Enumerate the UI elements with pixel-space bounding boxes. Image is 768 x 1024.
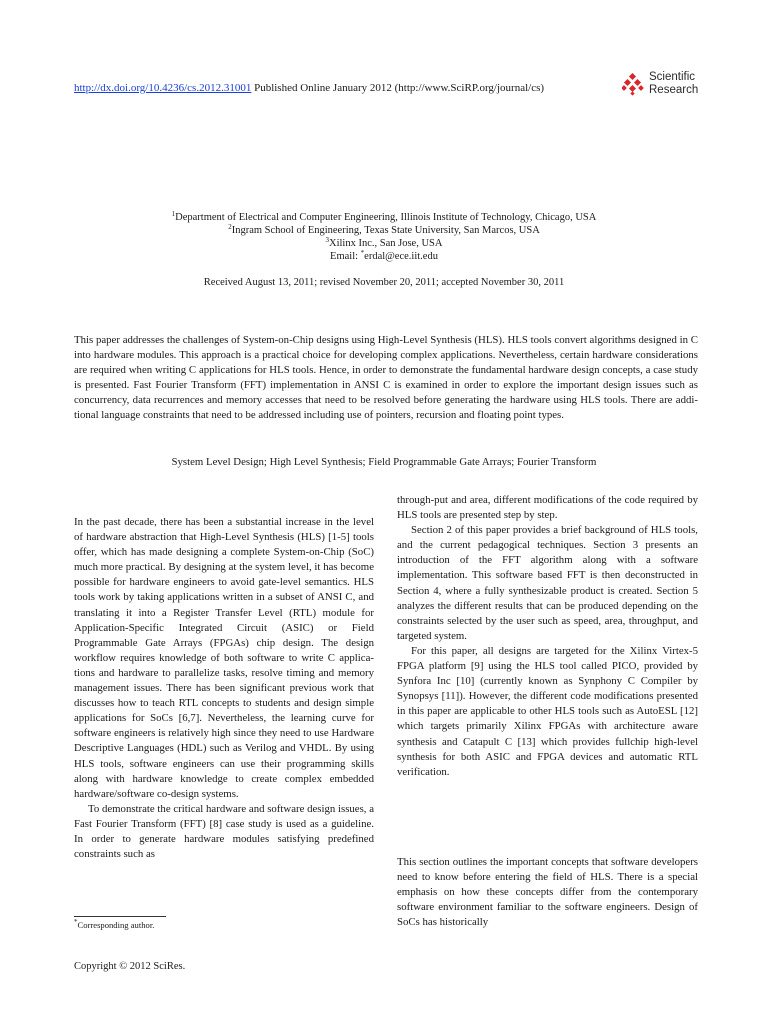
footnote-mark: * xyxy=(74,918,78,926)
right-column xyxy=(397,493,698,780)
intro-paragraph-1: In the past decade, there has been a substantial increase in the level of hardware abstraction that High-Level Synthesis (HLS) [1-5] tools offer, which has made designing a complete System-on-Chip (SoC) much more practical. By designing at the system level, it has become possible for hardware engineers to avoid gate-level semantics. HLS tools work by taking applications written in a subset of ANSI C, and translating it into a Register Transfer Level (RTL) module for Application-Specific Integrated Circuit (ASIC) or Field Programmable Gate Arrays (FPGAs) chip design. The design workflow requires knowledge of both software to write C applications and hardware to parallelize tasks, resolve timing and memory management issues. There has been significant previous work that discusses how to teach RTL concepts to students and design simple applications for SoCs [6,7]. Nevertheless, the learning curve for software engineers is relatively high since they need to use Hardware Descriptive Languages (HDL) such as Verilog and VHDL. By using HLS tools, software engineers can use their programming skills along with hardware knowledge to create complex embedded hardware/software co-design systems. xyxy=(74,516,374,800)
keywords: System Level Design; High Level Synthesis; Field Programmable Gate Arrays; Fourier Transform xyxy=(171,456,597,468)
header-line xyxy=(74,82,544,94)
affiliation-2-num: 2 xyxy=(228,223,232,231)
email-prefix: Email: xyxy=(330,251,361,262)
affiliation-2-text: Ingram School of Engineering, Texas State University, San Marcos, USA xyxy=(231,225,540,236)
logo-text xyxy=(649,71,698,97)
footnote-rule xyxy=(74,916,166,917)
affiliation-1-num: 1 xyxy=(171,210,176,218)
logo-line-2: Research xyxy=(649,84,699,96)
intro-paragraph-5: For this paper, all designs are targeted for the Xilinx Virtex-5 FPGA platform [9] using the HLS tool called PICO, provided by Synfora Inc [10] (currently known as Synphony C Compiler by Synopsys [11]). However, the different code modifications presented in this paper are applicable to other HLS tools such as AutoESL [12] which targets primarily Xilinx FPGAs with architecture aware synthesis and Catapult C [13] which provides fullchip high-level synthesis for both ASIC and FPGA devices and automatic RTL verification. xyxy=(397,644,698,778)
affiliation-3-text: Xilinx Inc., San Jose, USA xyxy=(329,238,443,249)
intro-paragraph-2: To demonstrate the critical hardware and software design issues, a Fast Fourier Transform (FFT) [8] case study is used as a guideline. In order to generate hardware modules satisfying predefined constraints such as xyxy=(74,802,374,861)
received-dates: Received August 13, 2011; revised November 20, 2011; accepted November 30, 2011 xyxy=(203,277,565,288)
section-2-text xyxy=(397,855,698,930)
doi-link[interactable]: http://dx.doi.org/10.4236/cs.2012.31001 xyxy=(74,82,252,94)
affiliation-3 xyxy=(0,237,768,250)
left-column xyxy=(74,515,374,862)
logo-diamond-icon xyxy=(622,73,644,97)
footnote-text: Corresponding author. xyxy=(77,920,155,930)
scientific-research-logo xyxy=(622,71,702,101)
affiliation-1-text: Department of Electrical and Computer Engineering, Illinois Institute of Technology, Chicago, USA xyxy=(175,212,597,223)
abstract: This paper addresses the challenges of System-on-Chip designs using High-Level Synthesis (HLS). HLS tools convert algorithms designed in C into hardware modules. This approach is a practical choice for developing complex applications. Nevertheless, certain hardware considerations are required when writing C applications for HLS tools. Hence, in order to demonstrate the fundamental hardware design concepts, a case study is presented. Fast Fourier Transform (FFT) implementation in ANSI C is examined in order to explore the important design issues such as concurrency, data recurrences and memory accesses that need to be resolved before generating the hardware using HLS tools. There are additional language constraints that need to be addressed including use of pointers, recursion and floating point types. xyxy=(74,334,698,422)
logo-line-1: Scientific xyxy=(649,71,696,83)
affiliation-1 xyxy=(0,211,768,224)
email-mark: * xyxy=(360,249,365,257)
publication-info: Published Online January 2012 (http://www.SciRP.org/journal/cs) xyxy=(251,82,545,94)
email-address[interactable]: erdal@ece.iit.edu xyxy=(364,251,438,262)
affiliations xyxy=(0,211,768,263)
intro-paragraph-3: through-put and area, different modifications of the code required by HLS tools are presented step by step. xyxy=(397,494,698,522)
affiliation-3-num: 3 xyxy=(325,236,330,244)
affiliation-2 xyxy=(0,224,768,237)
footnote xyxy=(74,920,154,930)
section-2-paragraph-1: This section outlines the important concepts that software developers need to know before entering the field of HLS. There is a special emphasis on how these concepts differ from the contemporary software environment familiar to the software engineers. Design of SoCs has historically xyxy=(397,856,698,929)
email-line xyxy=(0,250,768,263)
intro-paragraph-4: Section 2 of this paper provides a brief background of HLS tools, and the current pedagogical techniques. Section 3 presents an introduction of the FFT algorithm along with a software implementation. This software based FFT is then deconstructed in Section 4, where a fully synthesizable product is created. Section 5 analyzes the different results that can be produced depending on the constraints selected by the user such as speed, area, throughput, and targeted system. xyxy=(397,524,698,642)
copyright: Copyright © 2012 SciRes. xyxy=(74,961,186,972)
